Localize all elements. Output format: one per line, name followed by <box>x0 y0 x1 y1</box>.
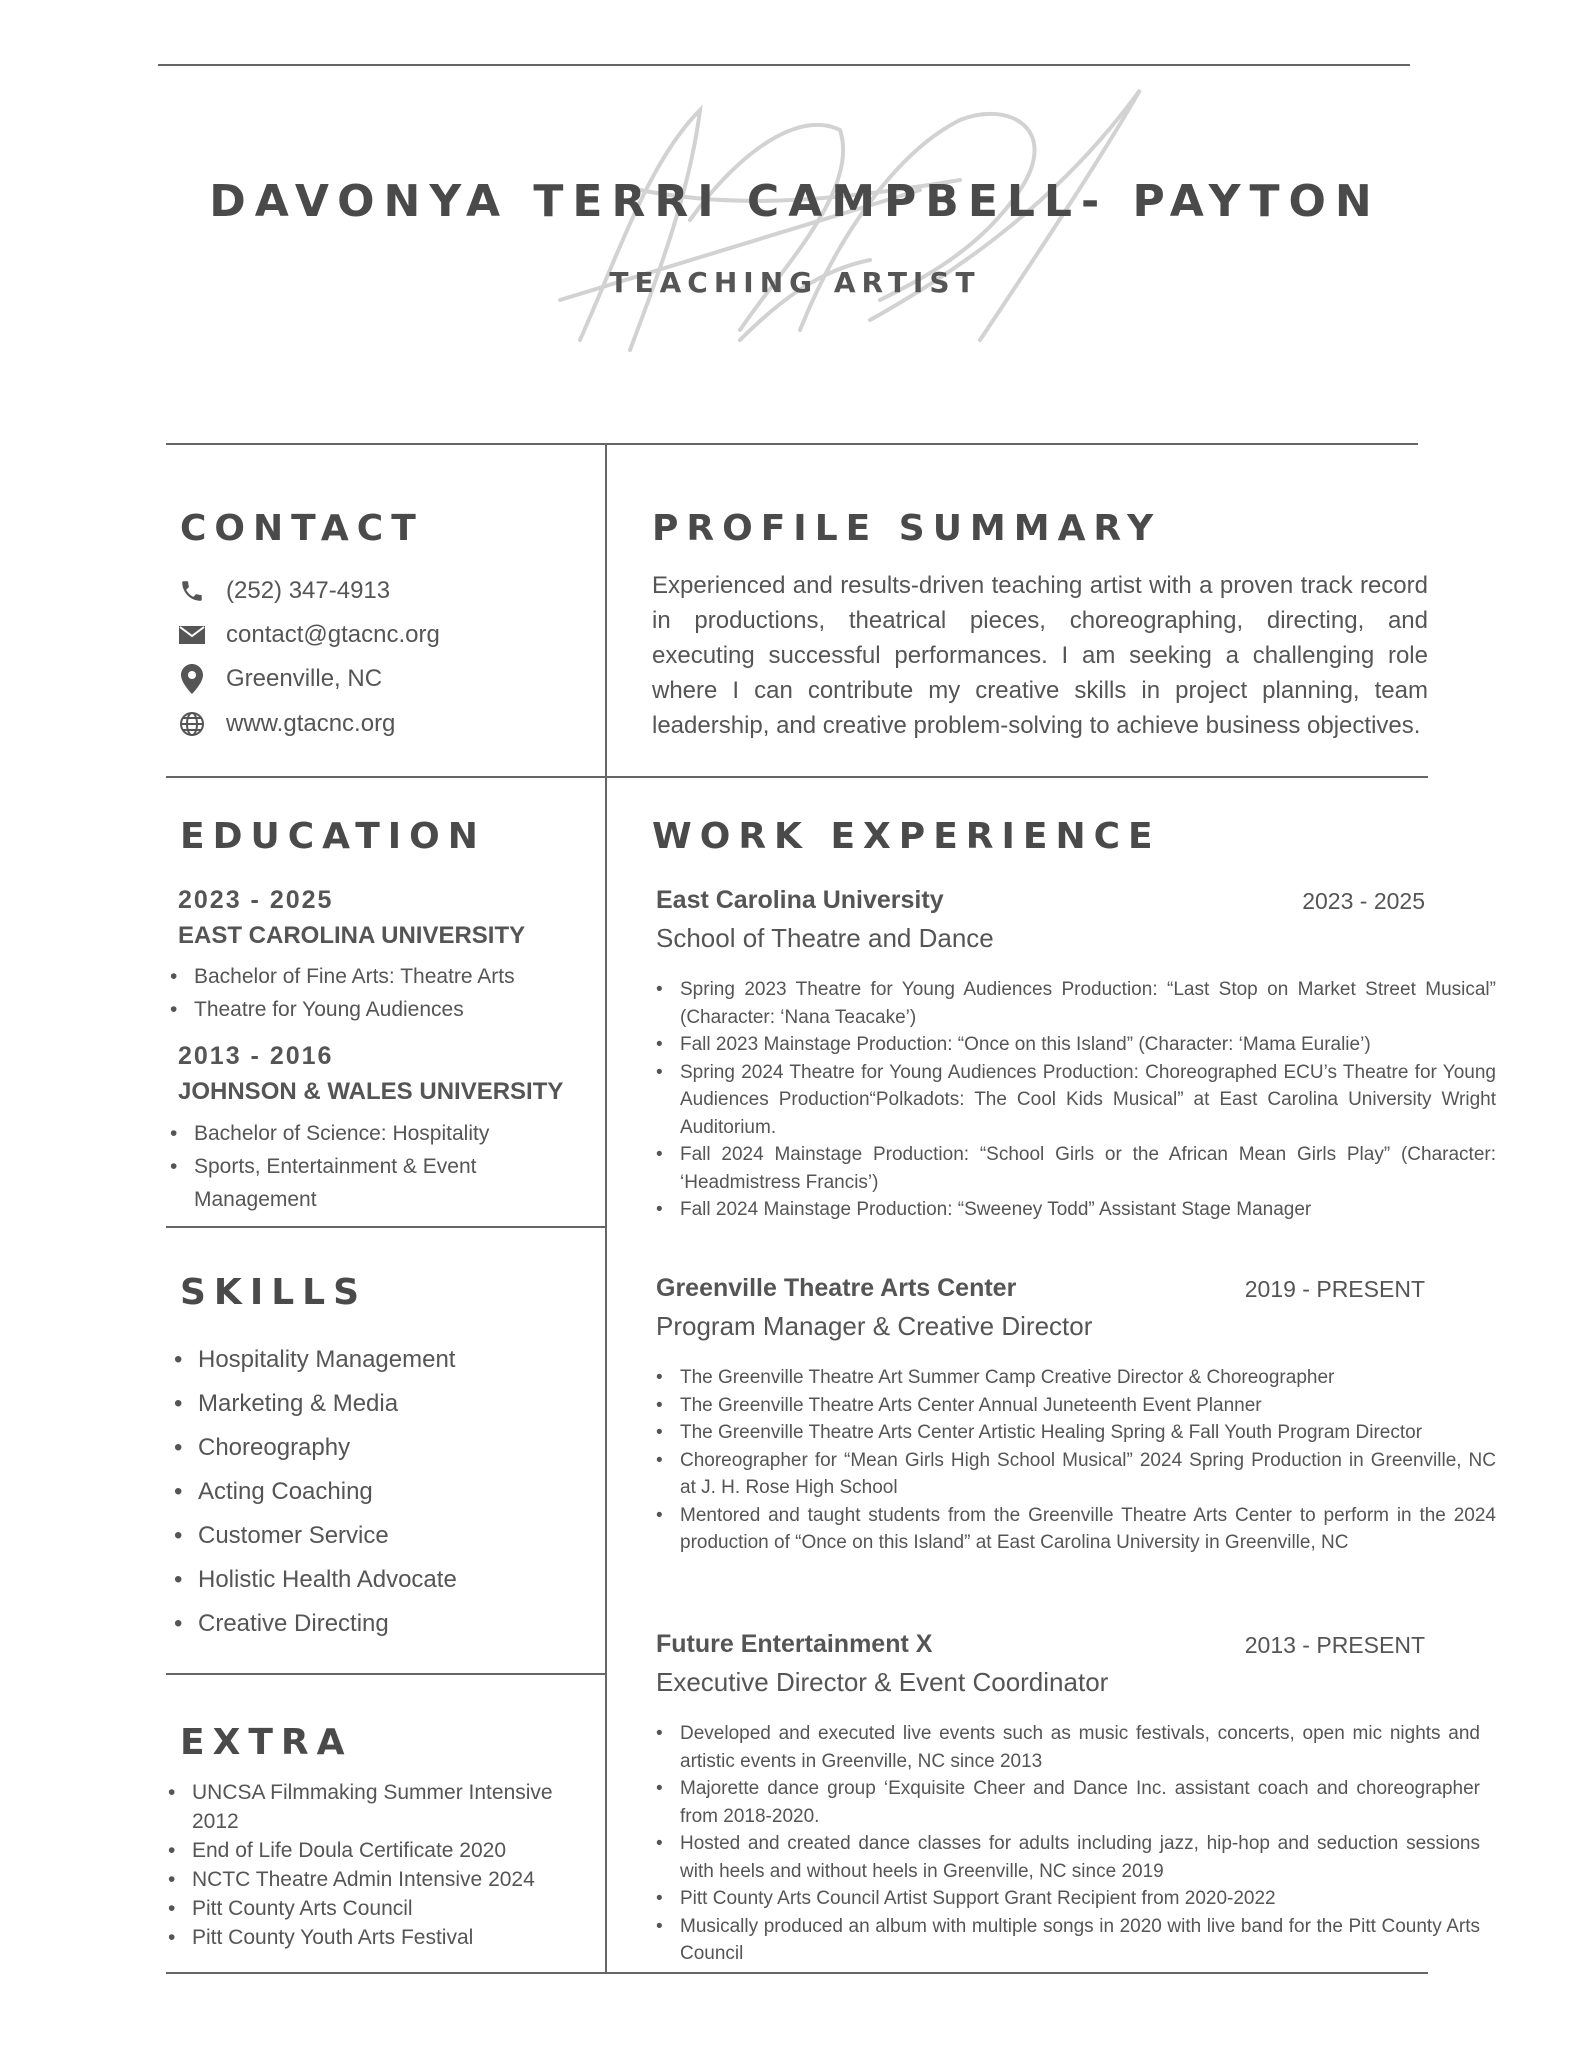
skills-heading: SKILLS <box>180 1272 367 1313</box>
column-divider <box>605 443 607 1973</box>
extra-heading: EXTRA <box>180 1722 353 1763</box>
list-item: • Majorette dance group ‘Exquisite Cheer and Dance Inc. assistant coach and choreographer from 2018-2020. <box>680 1775 1480 1830</box>
list-item: • Pitt County Youth Arts Festival <box>192 1923 572 1952</box>
list-item: • Spring 2023 Theatre for Young Audiences Production: “Last Stop on Market Street Musical” (Character: ‘Nana Teacake’) <box>680 976 1496 1031</box>
list-item: • Choreography <box>198 1426 457 1470</box>
job-company: Greenville Theatre Arts Center <box>656 1274 1017 1302</box>
education-heading: EDUCATION <box>180 816 486 857</box>
list-item: • Choreographer for “Mean Girls High School Musical” 2024 Spring Production in Greenville, NC at J. H. Rose High School <box>680 1447 1496 1502</box>
globe-icon <box>176 709 208 739</box>
contact-email <box>176 620 440 650</box>
job-duties-list <box>680 976 1496 1224</box>
job-title: Executive Director & Event Coordinator <box>656 1667 1109 1697</box>
list-item: • Fall 2024 Mainstage Production: “School Girls or the African Mean Girls Play” (Character: ‘Headmistress Francis’) <box>680 1141 1496 1196</box>
contact-location-text: Greenville, NC <box>226 665 383 692</box>
list-item: • Pitt County Arts Council Artist Support Grant Recipient from 2020-2022 <box>680 1885 1480 1913</box>
list-item: • Sports, Entertainment & Event Management <box>194 1150 514 1216</box>
job-duties-list <box>680 1364 1496 1557</box>
list-item: • Hospitality Management <box>198 1338 457 1382</box>
job-title: School of Theatre and Dance <box>656 923 994 953</box>
list-item: • End of Life Doula Certificate 2020 <box>192 1836 572 1865</box>
list-item: • Spring 2024 Theatre for Young Audiences Production: Choreographed ECU’s Theatre for Young Audiences Production“Polkadots: The Cool Kids Musical” at East Carolina University Wright Auditorium. <box>680 1059 1496 1142</box>
contact-divider <box>166 776 1428 778</box>
education-divider <box>166 1226 606 1228</box>
phone-icon <box>176 576 208 606</box>
contact-phone <box>176 576 390 606</box>
list-item: • Fall 2024 Mainstage Production: “Sweeney Todd” Assistant Stage Manager <box>680 1196 1496 1224</box>
profile-summary-text: Experienced and results-driven teaching artist with a proven track record in productions, theatrical pieces, choreographing, directing, and executing successful performances. I am seeking a challenging role where I can contribute my creative skills in project planning, team leadership, and creative problem-solving to achieve business objectives. <box>652 572 1428 739</box>
header-bottom-divider <box>166 443 1418 445</box>
candidate-name: DAVONYA TERRI CAMPBELL- PAYTON <box>209 176 1381 227</box>
list-item: • Developed and executed live events such as music festivals, concerts, open mic nights and artistic events in Greenville, NC since 2013 <box>680 1720 1480 1775</box>
list-item: • The Greenville Theatre Arts Center Annual Juneteenth Event Planner <box>680 1392 1496 1420</box>
list-item: • Creative Directing <box>198 1602 457 1646</box>
skills-divider <box>166 1673 606 1675</box>
contact-email-text: contact@gtacnc.org <box>226 621 440 648</box>
profile-summary-heading: PROFILE SUMMARY <box>652 508 1161 549</box>
job-dates: 2019 - PRESENT <box>1244 1276 1425 1302</box>
education-list <box>194 1117 514 1216</box>
education-school: JOHNSON & WALES UNIVERSITY <box>178 1078 564 1105</box>
education-list <box>194 960 515 1026</box>
list-item: • UNCSA Filmmaking Summer Intensive 2012 <box>192 1778 572 1836</box>
list-item: • Mentored and taught students from the Greenville Theatre Arts Center to perform in the 2024 production of “Once on this Island” at East Carolina University in Greenville, NC <box>680 1502 1496 1557</box>
list-item: • Bachelor of Fine Arts: Theatre Arts <box>194 960 515 993</box>
bottom-divider <box>166 1972 1428 1974</box>
list-item: • Fall 2023 Mainstage Production: “Once on this Island” (Character: ‘Mama Euralie’) <box>680 1031 1496 1059</box>
work-experience-heading: WORK EXPERIENCE <box>652 816 1161 857</box>
list-item: • NCTC Theatre Admin Intensive 2024 <box>192 1865 572 1894</box>
job-dates: 2013 - PRESENT <box>1244 1632 1425 1658</box>
job-dates: 2023 - 2025 <box>1302 888 1425 914</box>
job-title: Program Manager & Creative Director <box>656 1311 1093 1341</box>
skills-list <box>198 1338 457 1646</box>
list-item: • The Greenville Theatre Arts Center Artistic Healing Spring & Fall Youth Program Director <box>680 1419 1496 1447</box>
top-divider <box>158 64 1410 66</box>
education-years: 2013 - 2016 <box>178 1042 334 1070</box>
education-school: EAST CAROLINA UNIVERSITY <box>178 922 526 949</box>
list-item: • Customer Service <box>198 1514 457 1558</box>
list-item: • Musically produced an album with multiple songs in 2020 with live band for the Pitt County Arts Council <box>680 1913 1480 1968</box>
list-item: • Acting Coaching <box>198 1470 457 1514</box>
candidate-role: TEACHING ARTIST <box>609 266 981 299</box>
mail-icon <box>176 620 208 650</box>
list-item: • The Greenville Theatre Art Summer Camp Creative Director & Choreographer <box>680 1364 1496 1392</box>
job-duties-list <box>680 1720 1480 1968</box>
job-company: East Carolina University <box>656 886 944 914</box>
list-item: • Marketing & Media <box>198 1382 457 1426</box>
contact-website <box>176 709 395 739</box>
list-item: • Holistic Health Advocate <box>198 1558 457 1602</box>
list-item: • Pitt County Arts Council <box>192 1894 572 1923</box>
education-years: 2023 - 2025 <box>178 886 334 914</box>
list-item: • Hosted and created dance classes for adults including jazz, hip-hop and seduction sessions with heels and without heels in Greenville, NC since 2019 <box>680 1830 1480 1885</box>
contact-heading: CONTACT <box>180 508 424 549</box>
contact-website-text: www.gtacnc.org <box>226 710 396 737</box>
contact-phone-text: (252) 347-4913 <box>226 577 391 604</box>
list-item: • Bachelor of Science: Hospitality <box>194 1117 514 1150</box>
contact-location <box>176 664 382 694</box>
list-item: • Theatre for Young Audiences <box>194 993 515 1026</box>
job-company: Future Entertainment X <box>656 1630 933 1658</box>
location-pin-icon <box>176 664 208 694</box>
extra-list <box>192 1778 572 1952</box>
